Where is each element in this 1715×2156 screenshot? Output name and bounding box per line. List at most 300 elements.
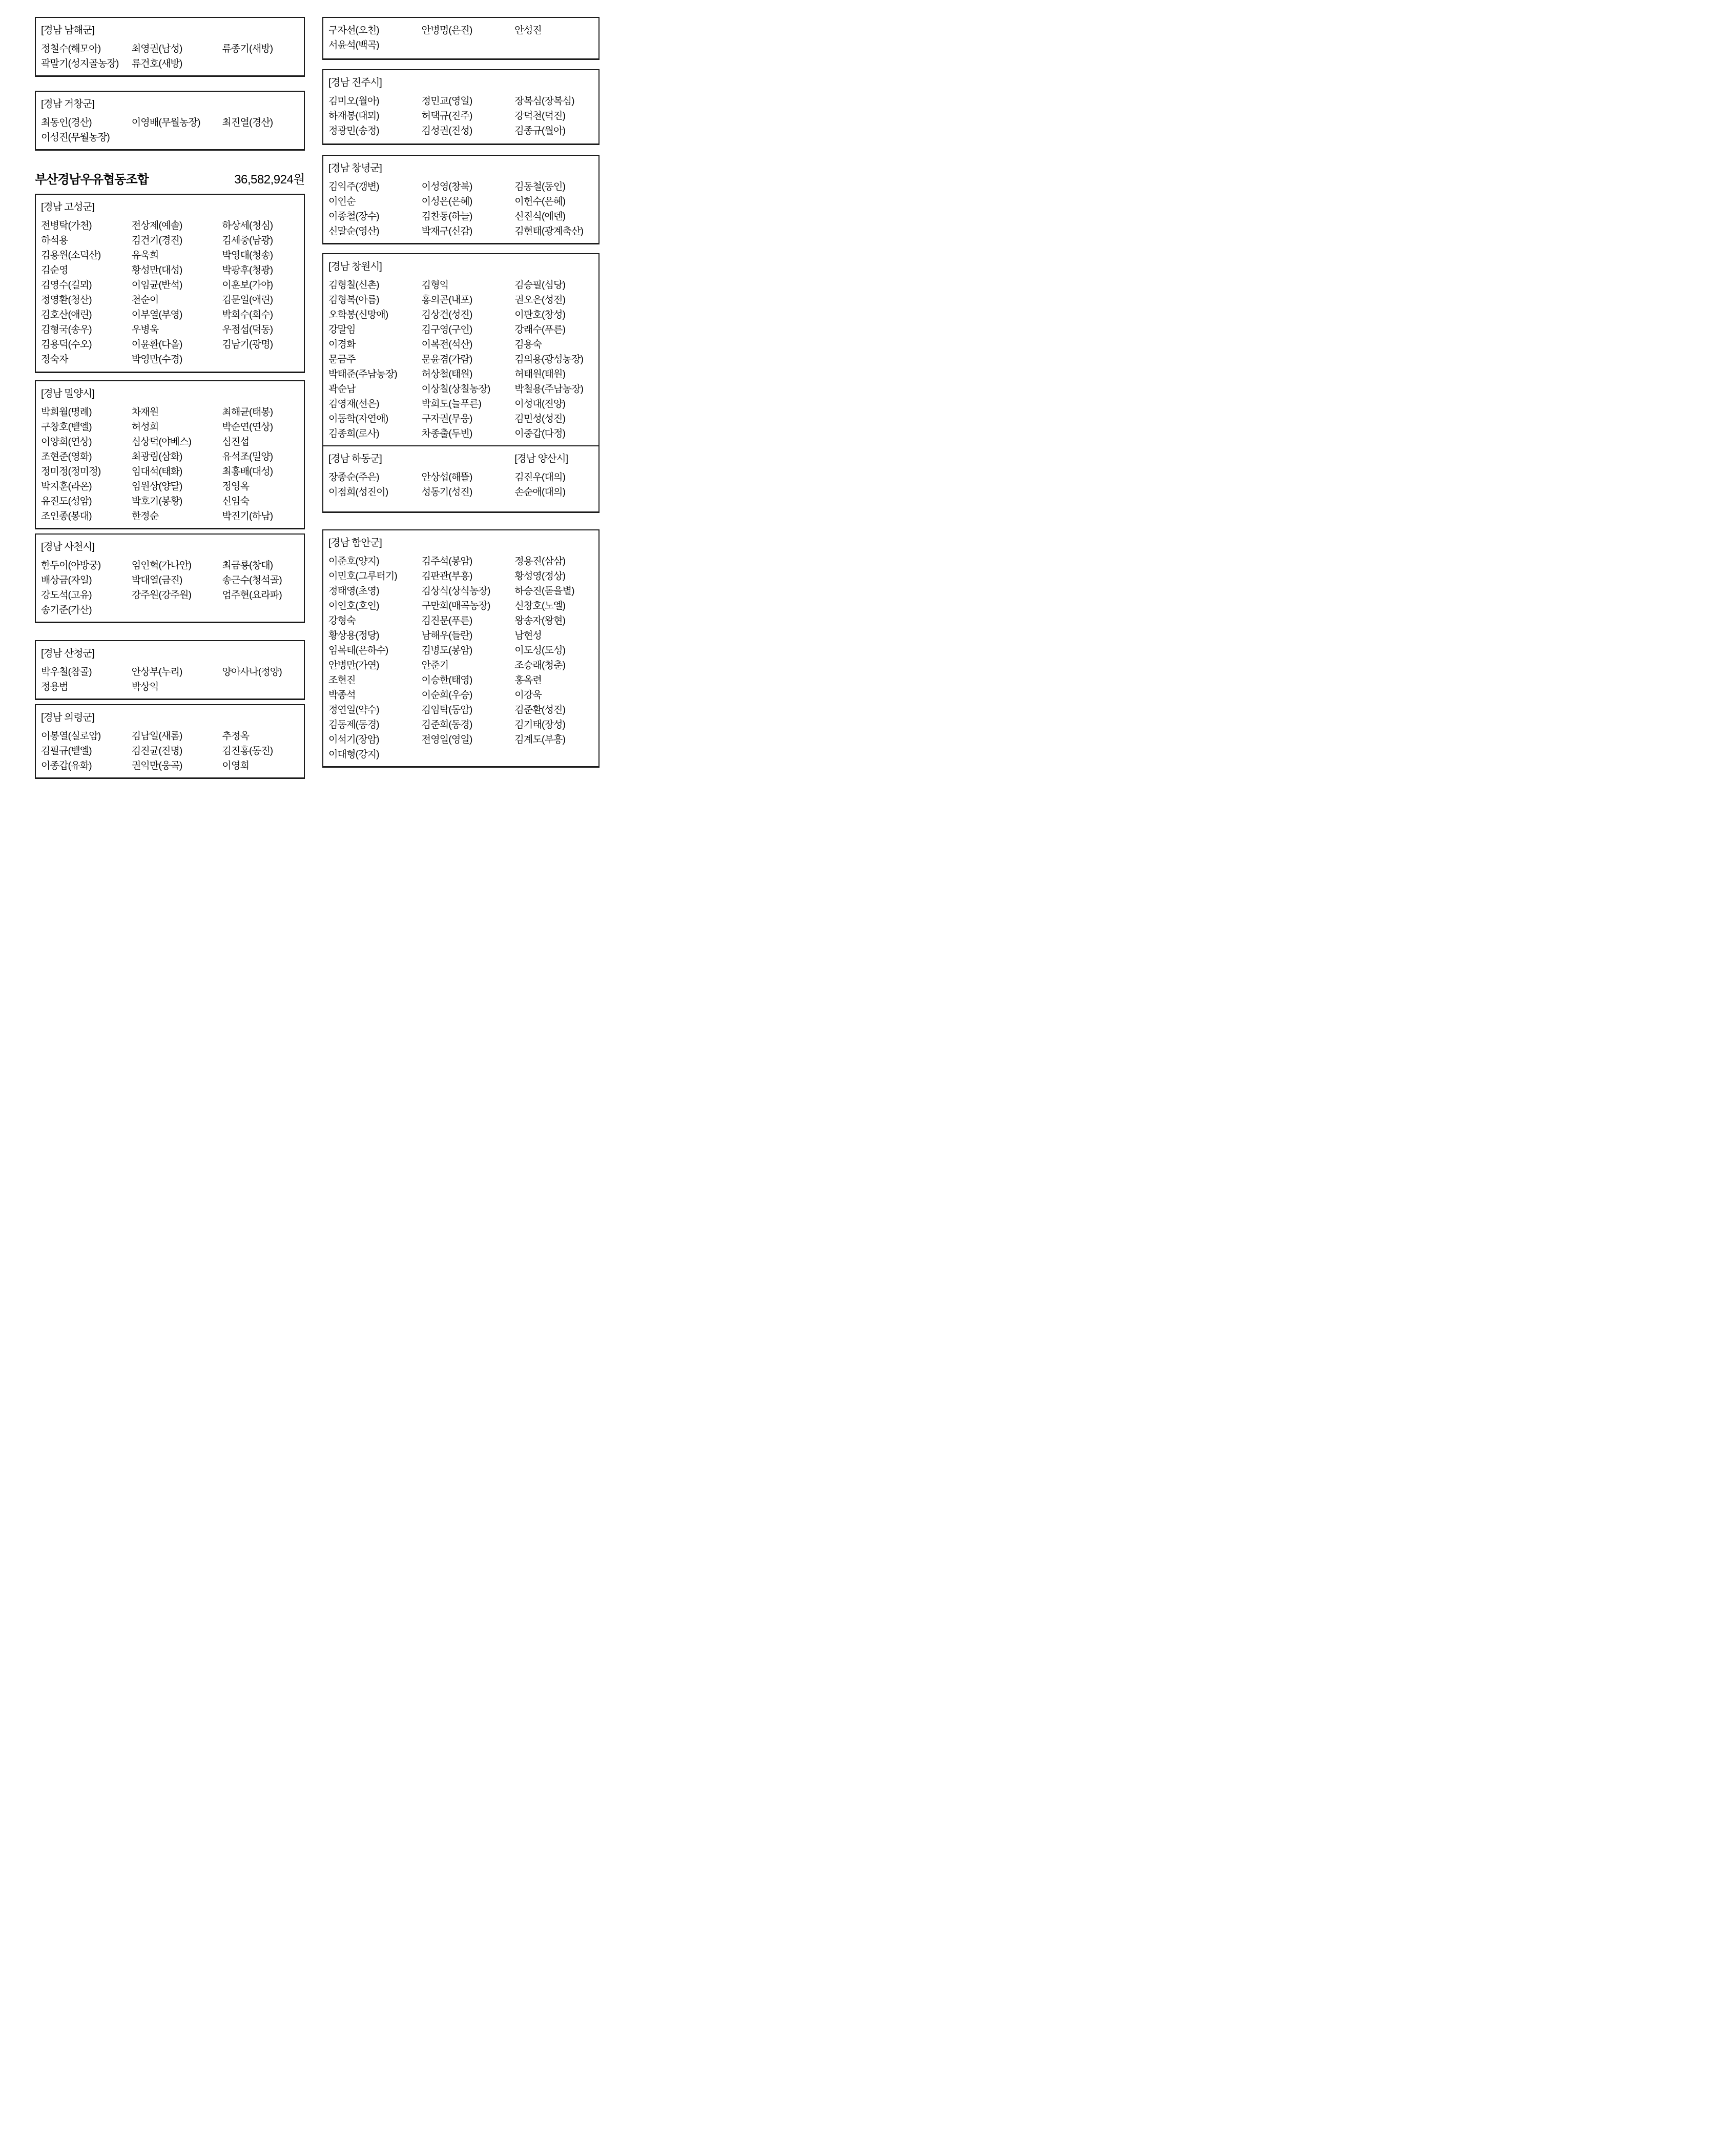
member-name: 송기준(가산) [41,605,92,615]
section-header [514,536,594,550]
section-header [222,646,300,661]
member-name: 최금룡(창대) [222,560,273,571]
member-name: 김의용(광성농장) [514,354,584,365]
section-box-hadong-yangsan [322,445,600,513]
member-name: 이인호(호인) [328,601,379,611]
member-name: 전병탁(가천) [41,220,92,231]
member-name [222,352,300,367]
member-name: 김필규(벧엘) [41,746,92,756]
member-name: 이성은(은혜) [421,196,472,207]
section-header-row [41,540,300,555]
member-name: 허태원(태원) [514,369,566,380]
section-header [222,386,300,401]
member-name: 이성영(창북) [421,181,472,192]
member-name: 임복태(은하수) [328,645,388,656]
member-row [41,130,300,145]
member-name: 이종갑(유화) [41,761,92,771]
section-header [132,386,222,401]
member-name: 조현진 [328,675,356,686]
member-name: 배상금(자일) [41,575,92,586]
coop-name: 부산경남우유협동조합 [35,173,149,187]
section-header-row [41,710,300,725]
member-name: 이도성(도성) [514,645,566,656]
member-row [328,643,594,658]
member-name: 김진문(푸른) [421,615,472,626]
section-box-sacheon [35,533,305,623]
member-name [222,603,300,618]
member-name: 박진기(하남) [222,511,273,522]
member-name: 이복전(석산) [421,339,472,350]
member-name: 성동기(성진) [421,487,472,498]
section-header-row [328,75,594,90]
member-name: 이동학(자연애) [328,414,388,424]
section-header [222,540,300,555]
member-name: 김기태(장성) [514,720,566,730]
member-name: 김호산(애린) [41,310,92,320]
member-name: 김남일(새롬) [131,731,182,742]
section-header [222,710,300,725]
member-name: 최홍배(대성) [222,466,273,477]
member-name: 류건호(새방) [131,58,182,69]
member-row [41,680,300,694]
coop-amount: 36,582,924원 [234,173,305,187]
member-name: 김용원(소덕산) [41,250,101,261]
section-header: [경남 고성군] [41,201,95,213]
member-row [41,494,300,509]
member-name: 김구영(구인) [421,324,472,335]
member-name: 서윤석(백곡) [328,40,379,51]
member-name: 이윤환(다올) [131,339,182,350]
member-name: 김준환(성진) [514,705,566,715]
member-name: 박영만(수경) [131,354,182,365]
section-header [222,200,300,215]
member-name: 정철수(해모아) [41,44,101,54]
member-row [328,717,594,732]
member-name: 송근수(청석골) [222,575,282,586]
member-name [422,747,515,762]
section-header [514,75,594,90]
member-row [328,747,594,762]
member-name: 한정순 [131,511,159,522]
section-header-row [328,259,594,274]
member-name: 곽순남 [328,384,356,395]
member-name: 홍의곤(내포) [421,295,472,305]
section-header: [경남 사천시] [41,541,95,552]
member-name: 최동인(경산) [41,117,92,128]
member-name: 박호기(봉황) [131,496,182,507]
section-box-changnyeong [322,155,600,244]
member-name: 박영대(청송) [222,250,273,261]
member-name: 박철용(주남농장) [514,384,584,395]
member-name: 박태준(주남농장) [328,369,397,380]
member-name: 최영권(남성) [131,44,182,54]
member-name: 김종규(월아) [514,126,566,136]
member-row [41,449,300,464]
member-name: 이점희(성진이) [328,487,388,498]
member-name: 손순애(대의) [514,487,566,498]
member-row [41,263,300,278]
member-name: 임원상(양달) [131,481,182,492]
member-row [41,729,300,744]
member-row [328,426,594,441]
section-header: [경남 진주시] [328,77,382,88]
section-box-changwon [322,253,600,447]
member-row [328,23,594,38]
member-row [41,352,300,367]
member-name: 정미정(정미정) [41,466,101,477]
section-header [132,97,222,112]
member-name: 장종순(주은) [328,472,379,483]
member-name: 신진식(에덴) [514,211,566,222]
member-name: 조승래(청춘) [514,660,566,671]
member-name: 남현성 [514,630,542,641]
member-row [41,322,300,337]
member-row [328,412,594,426]
member-row [41,42,300,56]
member-name: 안상섭(해뜰) [421,472,472,483]
member-name: 박대열(금진) [131,575,182,586]
member-name: 문윤겸(가람) [421,354,472,365]
section-header-row [328,451,594,466]
member-name: 허상철(태원) [421,369,472,380]
member-name [514,38,594,53]
member-name: 정영옥 [222,481,250,492]
member-name: 신말순(영산) [328,226,379,237]
section-header: [경남 하동군] [328,453,382,464]
section-header-row [41,23,300,38]
member-name: 이임균(반석) [131,280,182,291]
member-row [328,485,594,500]
member-row [41,420,300,435]
member-row [328,569,594,584]
member-name: 우점섭(덕동) [222,324,273,335]
member-name: 김찬동(하늘) [421,211,472,222]
section-header [514,259,594,274]
section-box-jinju [322,69,600,145]
member-row [328,703,594,717]
member-name: 하석용 [41,235,68,246]
member-name: 차종출(두빈) [421,428,472,439]
member-name: 이석기(장암) [328,734,379,745]
member-name: 김형국(송우) [41,324,92,335]
member-name: 문금주 [328,354,356,365]
member-name: 김익주(갱변) [328,181,379,192]
member-name: 김미오(월아) [328,96,379,107]
member-name: 김종희(로사) [328,428,379,439]
member-name: 이강욱 [514,690,542,701]
member-name: 구자권(무웅) [421,414,472,424]
member-name [222,56,300,71]
member-name: 홍옥련 [514,675,542,686]
member-name [222,130,300,145]
member-name: 구자선(오천) [328,25,379,36]
section-header [132,710,222,725]
member-name: 정광민(송정) [328,126,379,136]
member-name: 강형숙 [328,615,356,626]
member-name: 김진우(대의) [514,472,566,483]
member-name: 조인종(봉대) [41,511,92,522]
member-name: 장복심(장복심) [514,96,574,107]
member-name: 안병명(은진) [421,25,472,36]
member-name: 임대석(태화) [131,466,182,477]
member-name: 정숙자 [41,354,68,365]
member-name: 이헌수(은혜) [514,196,566,207]
member-row [41,573,300,588]
section-header-row [41,386,300,401]
member-row [328,194,594,209]
member-name: 이양희(연상) [41,437,92,447]
member-name: 우병욱 [131,324,159,335]
member-name: 김용숙 [514,339,542,350]
member-name: 한두이(아방궁) [41,560,101,571]
member-name: 김상건(성진) [421,310,472,320]
member-name: 유진도(성암) [41,496,92,507]
member-name: 김세중(남광) [222,235,273,246]
section-header-row [41,200,300,215]
member-row [41,233,300,248]
section-header-row [328,536,594,550]
member-row [328,599,594,613]
member-row [328,307,594,322]
member-name: 이훈보(가야) [222,280,273,291]
member-row [328,124,594,138]
member-name: 박종석 [328,690,356,701]
member-name: 이성대(진양) [514,399,566,409]
member-name: 박광후(청광) [222,265,273,276]
member-row [41,435,300,449]
member-name [422,38,515,53]
section-header [514,161,594,176]
member-name: 구창호(벧엘) [41,422,92,433]
member-row [328,38,594,53]
member-row [328,293,594,307]
section-box-continuation [322,17,600,60]
section-box-haman [322,529,600,768]
member-name: 안준기 [421,660,449,671]
section-header [222,97,300,112]
member-name: 김순영 [41,265,68,276]
member-name: 김진홍(동진) [222,746,273,756]
member-name: 왕송자(왕현) [514,615,566,626]
member-name: 김동철(동인) [514,181,566,192]
member-name [132,130,222,145]
document-page [0,0,635,799]
member-name: 안성진 [514,25,542,36]
member-name: 김형익 [421,280,449,291]
member-row [41,405,300,420]
member-row [41,293,300,307]
member-name: 박지훈(라온) [41,481,92,492]
section-header: [경남 의령군] [41,712,95,723]
member-name: 김임탁(동암) [421,705,472,715]
member-name: 박희월(명례) [41,407,92,418]
member-name: 안상부(누리) [131,667,182,677]
section-header [132,23,222,38]
member-name: 이민호(그루터기) [328,571,397,582]
section-header-row [41,646,300,661]
member-name: 유욱희 [131,250,159,261]
member-name: 이봉열(실로암) [41,731,101,742]
member-name: 강도석(고유) [41,590,92,601]
member-name: 황상용(정당) [328,630,379,641]
member-name: 김현태(광계축산) [514,226,584,237]
member-name [514,747,594,762]
member-row [41,248,300,263]
member-row [41,464,300,479]
member-name: 정연일(약수) [328,705,379,715]
member-name: 권오은(성전) [514,295,566,305]
member-name: 최해균(태봉) [222,407,273,418]
member-name: 김준희(동경) [421,720,472,730]
member-name: 최진열(경산) [222,117,273,128]
member-name: 허택규(진주) [421,111,472,121]
member-name: 허성희 [131,422,159,433]
member-row [41,558,300,573]
member-name: 구만회(매곡농장) [421,601,490,611]
member-name: 정용범 [41,682,68,692]
member-name: 김상식(상식농장) [421,586,490,597]
member-row [328,209,594,224]
member-name: 박상익 [131,682,159,692]
member-row [41,337,300,352]
member-name: 강덕천(덕진) [514,111,566,121]
member-name: 김건기(경진) [131,235,182,246]
member-name: 오학봉(신망애) [328,310,388,320]
section-header: [경남 함안군] [328,537,382,548]
member-name: 정용진(삼삼) [514,556,566,567]
section-box-geochang [35,91,305,151]
member-name: 최광림(삼화) [131,451,182,462]
member-name: 강말임 [328,324,356,335]
member-name: 김형복(아름) [328,295,379,305]
section-header [222,23,300,38]
member-row [328,224,594,239]
member-name: 이종철(장수) [328,211,379,222]
member-row [41,479,300,494]
member-row [328,367,594,382]
member-name: 이판호(창성) [514,310,566,320]
member-name: 이영희 [222,761,250,771]
section-header: [경남 창녕군] [328,162,382,174]
member-row [41,744,300,758]
section-header: [경남 밀양시] [41,388,95,399]
member-name: 이중갑(다정) [514,428,566,439]
section-header: [경남 거창군] [41,98,95,110]
member-name: 김승필(심당) [514,280,566,291]
section-header: [경남 양산시] [514,453,568,464]
coop-title-row [35,169,305,187]
member-name: 조현준(영화) [41,451,92,462]
member-row [328,94,594,109]
member-name: 안병만(가연) [328,660,379,671]
member-name: 이성진(무월농장) [41,132,110,143]
member-name: 천순이 [131,295,159,305]
member-row [41,509,300,524]
member-row [41,218,300,233]
member-name: 황성영(정상) [514,571,566,582]
member-name: 강래수(푸른) [514,324,566,335]
member-name: 김판관(부흥) [421,571,472,582]
section-box-uiryeong [35,704,305,779]
member-name: 김형칠(신촌) [328,280,379,291]
section-header [132,646,222,661]
member-row [328,397,594,412]
member-name: 김성권(진성) [421,126,472,136]
member-name: 양아사나(정양) [222,667,282,677]
member-row [41,758,300,773]
member-row [328,179,594,194]
member-row [41,665,300,680]
member-row [328,688,594,703]
member-name: 심진섭 [222,437,250,447]
member-name: 하승진(돋을볕) [514,586,574,597]
member-row [328,584,594,599]
member-name: 김계도(부흥) [514,734,566,745]
member-name: 신창호(노엘) [514,601,566,611]
member-name: 류종기(새방) [222,44,273,54]
section-header [422,75,515,90]
member-row [41,278,300,293]
member-name: 김민성(성진) [514,414,566,424]
section-header [132,540,222,555]
member-name [132,603,222,618]
member-row [41,115,300,130]
member-name: 김영재(선은) [328,399,379,409]
section-header [422,161,515,176]
member-name: 차재원 [131,407,159,418]
section-header [132,200,222,215]
member-name: 김용덕(수오) [41,339,92,350]
member-row [328,613,594,628]
section-header-row [328,161,594,176]
member-name: 김동제(동경) [328,720,379,730]
member-name: 심상덕(야베스) [131,437,192,447]
section-header-row [41,97,300,112]
member-name: 이부열(부영) [131,310,182,320]
section-box-miryang [35,380,305,529]
section-header [422,451,515,466]
member-name: 이대형(강지) [328,749,379,760]
member-row [328,322,594,337]
member-name: 이준호(양지) [328,556,379,567]
member-name: 김남기(광명) [222,339,273,350]
member-name: 김진균(진명) [131,746,182,756]
section-box-sancheong [35,640,305,700]
member-name: 엄주현(요라파) [222,590,282,601]
section-header: [경남 창원시] [328,261,382,272]
member-row [328,109,594,124]
member-name: 이상칠(상칠농장) [421,384,490,395]
member-name: 추정옥 [222,731,250,742]
member-name [222,680,300,694]
member-row [328,352,594,367]
section-box-namhae [35,17,305,77]
member-name: 박순연(연상) [222,422,273,433]
member-name: 강주원(강주원) [131,590,192,601]
member-row [328,658,594,673]
member-name: 박희수(희수) [222,310,273,320]
member-name: 이순희(우승) [421,690,472,701]
member-name: 곽말기(성지골농장) [41,58,119,69]
member-name: 김영수(길뫼) [41,280,92,291]
member-row [328,554,594,569]
section-header [422,259,515,274]
member-name: 김병도(봉암) [421,645,472,656]
member-name: 박우철(참골) [41,667,92,677]
member-name: 김주석(봉암) [421,556,472,567]
member-name: 김문일(애린) [222,295,273,305]
member-name: 엄인혁(가나안) [131,560,192,571]
